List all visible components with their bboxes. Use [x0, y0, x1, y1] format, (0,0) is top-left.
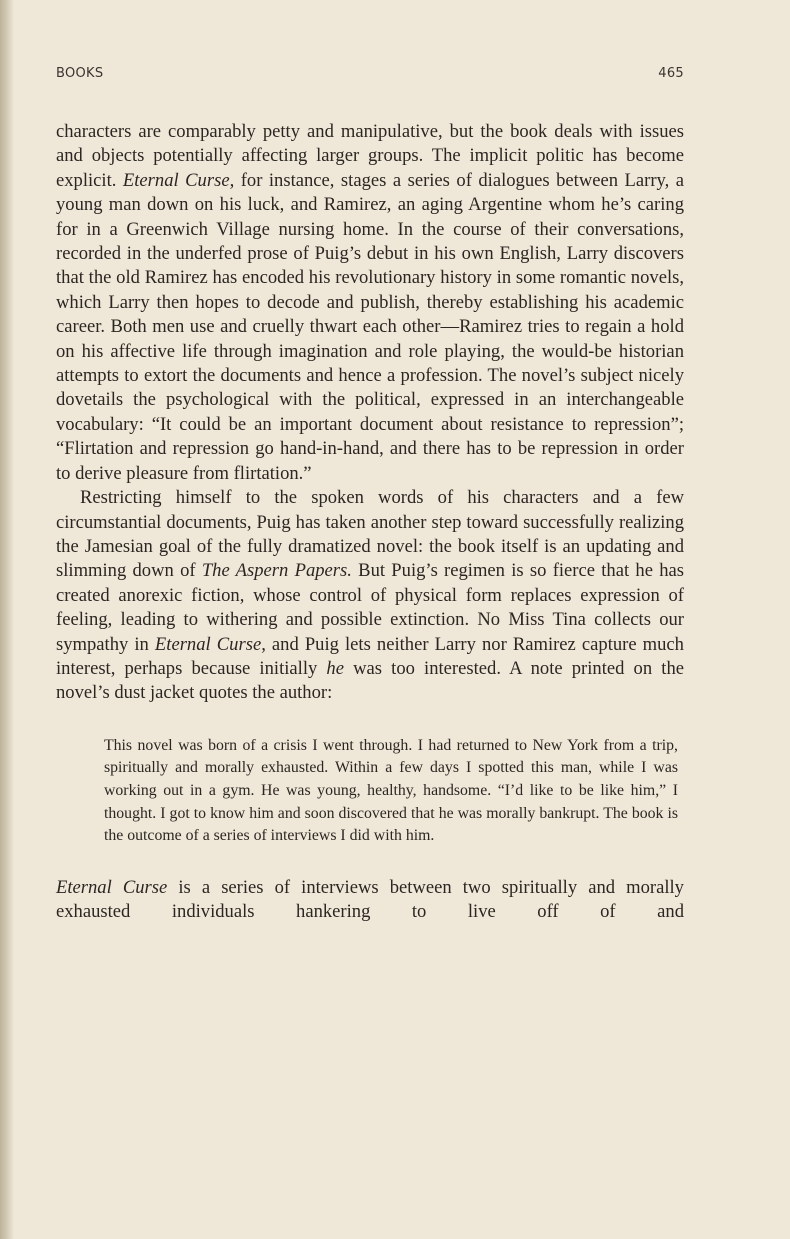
page-number: 465 [658, 66, 684, 81]
text-run: is a series of interviews between two spiritually and morally exhausted individuals hankering to live off of and [56, 876, 684, 923]
text-run: for instance, stages a series of dialogues between Larry, a young man down on his luck, and Ramirez, an aging Argentine whom he’s caring for in a Greenwich Village nursing home. In the course of their conversations, recorded in the underfed prose of Puig’s debut in his own English, Larry discovers that the old Ramirez has encoded his revolutionary history in some romantic novels, which Larry then hopes to decode and publish, thereby establishing his academic career. Both men use and cruelly thwart each other—Ramirez tries to regain a hold on his affective life through imagination and role playing, the would-be historian attempts to extort the documents and hence a profession. The novel’s subject nicely dovetails the psychological with the political, expressed in an interchangeable vocabulary: “It could be an important document about resistance to repression”; “Flirtation and repression go hand-in-hand, and there has to be repression in order to derive pleasure from flirtation.” [56, 169, 684, 484]
article-body [56, 120, 684, 706]
book-page [56, 66, 684, 925]
italic-title-run: Eternal Curse, [122, 169, 235, 191]
section-title: BOOKS [56, 66, 104, 81]
text-run: Restricting himself to the spoken words of his characters and a few circumstantial documents, Puig has taken another step toward successfully realizing the Jamesian goal of the fully dramatized novel: the book itself is an updating and slimming down of [56, 487, 684, 582]
text-run: and Puig lets neither Larry nor Ramirez capture much interest, perhaps because initially [56, 633, 684, 679]
running-head [56, 66, 684, 81]
text-run: But Puig’s regimen is so fierce that he has created anorexic fiction, whose control of physical form replaces expression of feeling, leading to withering and possible extinction. No Miss Tina collects our sympathy in [56, 560, 684, 655]
book-spine-shadow [0, 0, 14, 1239]
paragraph-3 [56, 876, 684, 925]
italic-title-run: Eternal Curse [56, 876, 168, 898]
paragraph-1 [56, 120, 684, 486]
italic-title-run: The Aspern Papers. [201, 560, 352, 582]
italic-title-run: Eternal Curse, [154, 633, 266, 655]
paragraph-2 [56, 486, 684, 706]
text-run: characters are comparably petty and manipulative, but the book deals with issues and objects potentially affecting larger groups. The implicit politic has become explicit. [56, 121, 684, 191]
text-run: was too interested. A note printed on the novel’s dust jacket quotes the author: [56, 657, 685, 704]
italic-title-run: he [326, 657, 344, 679]
block-quote: This novel was born of a crisis I went through. I had returned to New York from a trip, spiritually and morally exhausted. Within a few days I spotted this man, while I was working out in a gym. He was young, healthy, handsome. “I’d like to be like him,” I thought. I got to know him and soon discovered that he was morally bankrupt. The book is the outcome of a series of interviews I did with him. [104, 736, 678, 845]
